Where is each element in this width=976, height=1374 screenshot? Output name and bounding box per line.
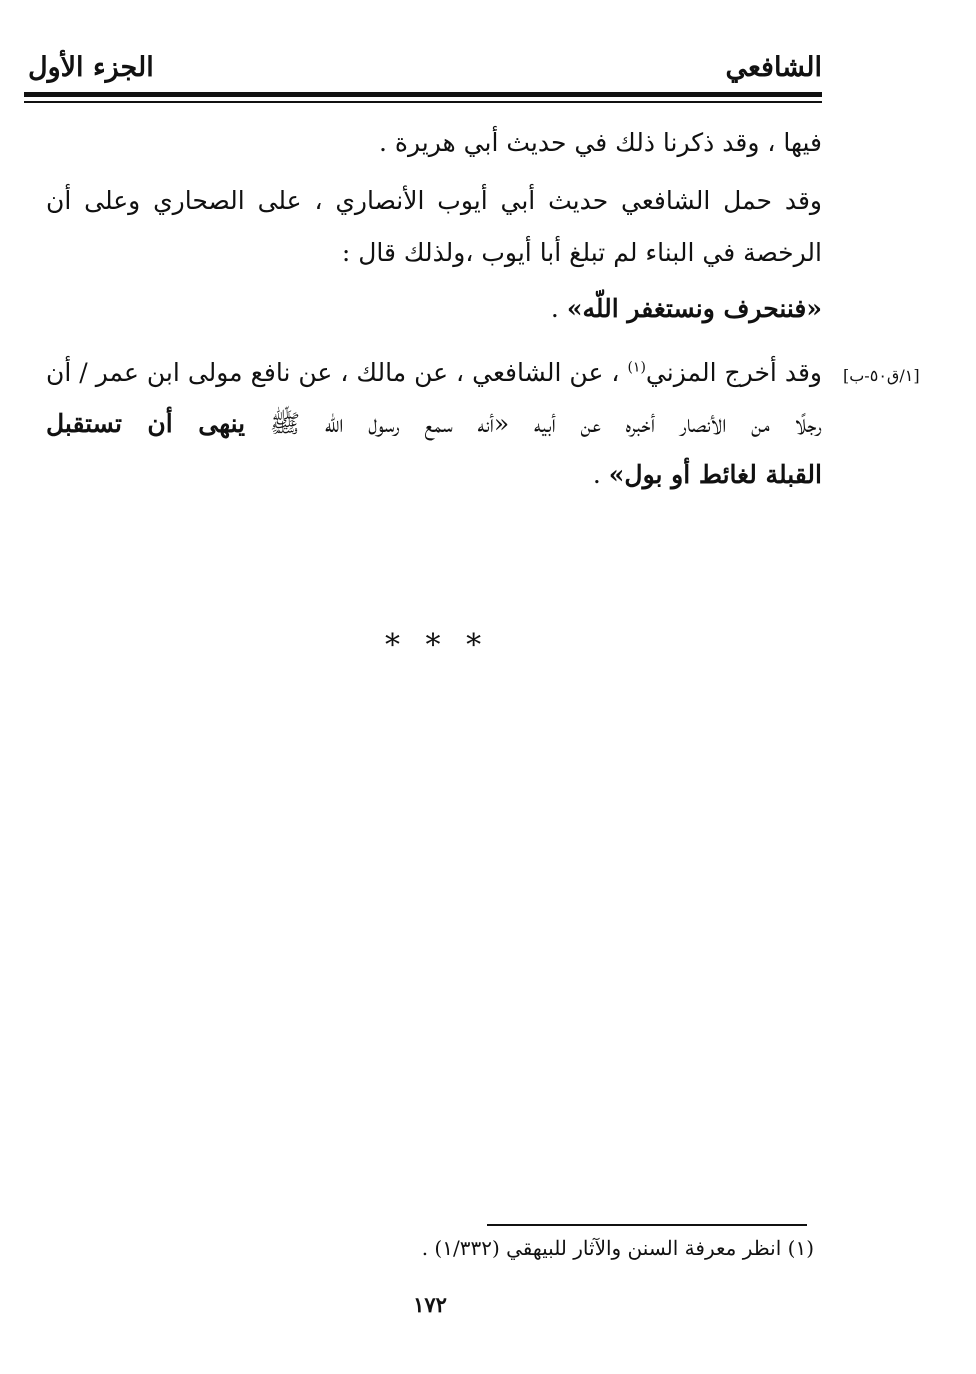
- body-line-7-end: .: [592, 460, 609, 489]
- body-line-2: وقد حمل الشافعي حديث أبي أيوب الأنصاري ، على الصحاري وعلى أن: [46, 186, 822, 215]
- quoted-hadith-1: «فننحرف ونستغفر اللّه»: [566, 294, 822, 323]
- section-separator: * * *: [385, 628, 490, 663]
- manuscript-folio-marker: [١/ق٥٠-ب]: [843, 366, 920, 385]
- body-line-5-end: ، عن الشافعي ، عن مالك ، عن نافع مولى ابن عمر / أن: [46, 358, 628, 387]
- body-line-5-start: وقد أخرج المزني: [645, 358, 822, 387]
- footnote-1: (١) انظر معرفة السنن والآثار للبيهقي (١/٣٣٢) .: [421, 1236, 814, 1260]
- running-header-volume: الجزء الأول: [28, 52, 154, 83]
- running-header-book-title: الشافعي: [725, 52, 822, 83]
- body-line-4-end: .: [550, 294, 567, 323]
- footnote-reference: (١): [627, 359, 646, 376]
- body-line-7-bold: القبلة لغائط أو بول»: [608, 460, 822, 489]
- body-line-6-plain: رجلًا من الأنصار أخبره عن أبيه «أنه سمع رسول اللّه ﷺ: [245, 409, 822, 438]
- body-line-5: [46, 358, 822, 387]
- body-line-4: [551, 294, 822, 323]
- header-rule-thin: [24, 101, 822, 103]
- body-line-3: الرخصة في البناء لم تبلغ أبا أيوب ،ولذلك قال :: [341, 238, 822, 267]
- body-line-6: [46, 408, 822, 445]
- header-rule-thick: [24, 92, 822, 97]
- page-number: ١٧٢: [413, 1292, 447, 1317]
- footnote-rule: [487, 1224, 807, 1226]
- body-line-1: فيها ، وقد ذكرنا ذلك في حديث أبي هريرة .: [379, 128, 822, 157]
- body-line-7: [593, 460, 822, 489]
- body-line-6-bold: ينهى أن تستقبل: [46, 409, 246, 438]
